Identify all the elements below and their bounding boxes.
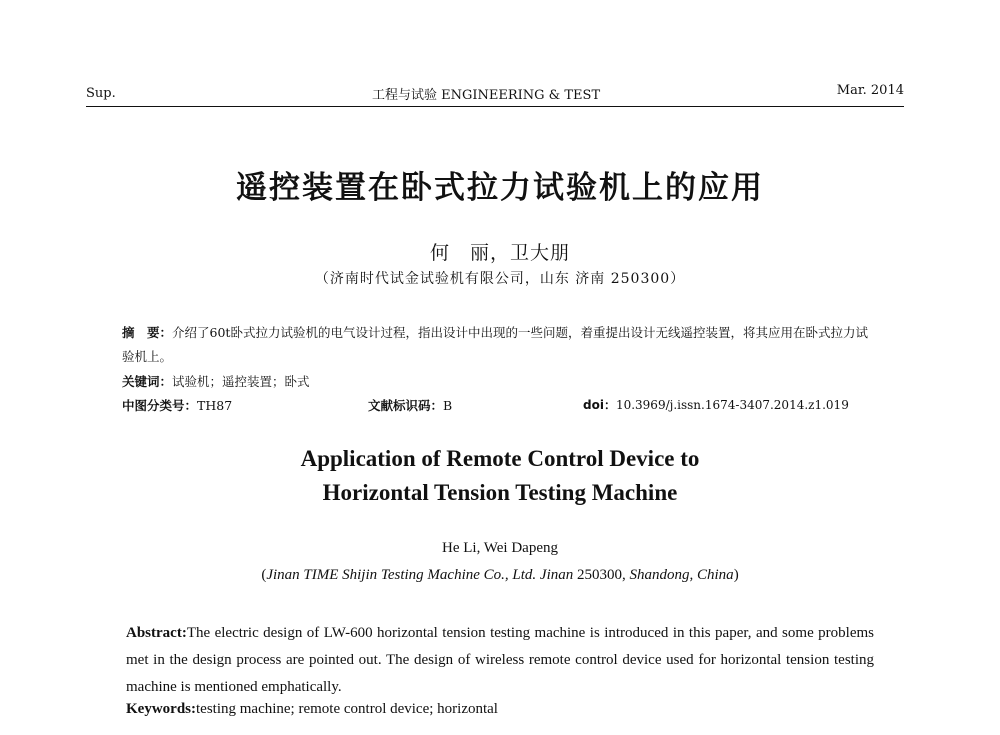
document-code-value: B (443, 398, 453, 413)
clc-label: 中图分类号： (122, 398, 198, 413)
chinese-abstract-label: 摘 要： (122, 325, 173, 340)
english-affiliation-place: Shandong, China (629, 567, 734, 583)
doi-value: 10.3969/j.issn.1674-3407.2014.z1.019 (615, 398, 849, 412)
english-affiliation-open: ( (261, 567, 267, 583)
chinese-authors: 何 丽，卫大朋 (429, 242, 570, 264)
document-code (368, 396, 452, 414)
clc-value: TH87 (197, 398, 233, 413)
english-affiliation (0, 567, 1000, 584)
english-keywords-text: testing machine; remote control device; horizontal (196, 701, 498, 717)
english-affiliation-zip: 250300, (573, 567, 630, 583)
header-rule (86, 106, 904, 107)
english-authors: He Li, Wei Dapeng (442, 540, 558, 556)
chinese-abstract-text: 介绍了60t卧式拉力试验机的电气设计过程，指出设计中出现的一些问题，着重提出设计无线遥控装置，将其应用在卧式拉力试验机上。 (122, 325, 868, 364)
doi-label: doi： (583, 398, 616, 412)
english-title-line-2: Horizontal Tension Testing Machine (322, 480, 678, 505)
clc-number (122, 396, 232, 414)
header-journal: 工程与试验 ENGINEERING & TEST (372, 88, 601, 103)
english-abstract-label: Abstract: (126, 625, 187, 641)
chinese-keywords (122, 372, 310, 390)
header-date: Mar. 2014 (836, 83, 904, 98)
chinese-title: 遥控装置在卧式拉力试验机上的应用 (236, 170, 764, 206)
english-affiliation-close: ) (733, 567, 739, 583)
document-code-label: 文献标识码： (368, 398, 444, 413)
english-keywords (126, 701, 498, 718)
chinese-keywords-text: 试验机；遥控装置；卧式 (172, 374, 310, 389)
chinese-abstract (122, 321, 878, 369)
english-title-line-1: Application of Remote Control Device to (300, 446, 700, 471)
chinese-affiliation: （济南时代试金试验机有限公司，山东 济南 250300） (314, 271, 686, 287)
english-keywords-label: Keywords: (126, 701, 196, 717)
english-abstract-text: The electric design of LW-600 horizontal tension testing machine is introduced in this paper, and some problems met in the design process are pointed out. The design of wireless remote control device used for horizontal tension testing machine is mentioned emphatically. (126, 625, 874, 695)
doi (583, 396, 849, 413)
header-supplement: Sup. (86, 86, 116, 101)
english-affiliation-company: Jinan TIME Shijin Testing Machine Co., Ltd. Jinan (266, 567, 574, 583)
english-title (0, 442, 1000, 510)
english-abstract (126, 620, 874, 701)
chinese-keywords-label: 关键词： (122, 374, 173, 389)
